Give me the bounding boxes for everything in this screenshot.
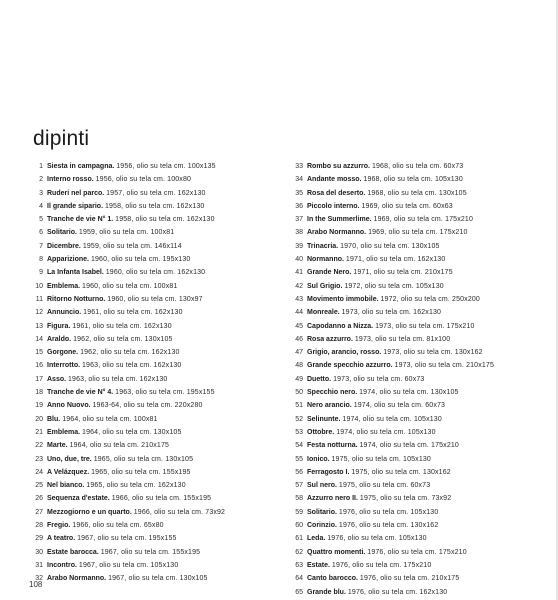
artwork-title: Rosa del deserto. [307,189,366,197]
artwork-details: 1956, olio su tela cm. 100x80 [95,176,192,184]
artwork-title: Apparizione. [47,256,90,264]
artwork-details: 1963, olio su tela cm. 162x130 [68,375,168,383]
artwork-title: Siesta in campagna. [47,163,115,170]
catalog-entry [26,200,290,213]
entry-number: 57 [295,482,303,490]
artwork-title: Ritorno Notturno. [47,295,106,303]
artwork-title: Fregio. [47,522,71,530]
entry-number: 23 [35,455,43,463]
artwork-details: 1976, olio su tela cm. 175x210 [367,548,467,556]
artwork-details: 1957, olio su tela cm. 162x130 [106,189,206,197]
catalog-entry [286,160,558,173]
artwork-details: 1966, olio su tela cm. 73x92 [133,508,226,516]
entry-number: 36 [295,202,303,210]
artwork-title: La Infanta Isabel. [47,269,104,277]
artwork-details: 1967, olio su tela cm. 155x195 [100,548,201,556]
entry-number: 16 [35,362,43,370]
entry-number: 9 [39,269,43,277]
catalog-entry [26,479,290,492]
artwork-details: 1976, olio su tela cm. 210x175 [359,575,460,583]
entry-number: 63 [295,561,303,569]
artwork-title: Emblema. [47,282,81,290]
catalog-entry [286,293,558,306]
entry-number: 56 [295,468,303,476]
artwork-title: Ionico. [307,455,330,463]
catalog-entry [286,226,558,239]
catalog-entry [286,439,558,452]
entry-number: 39 [295,242,303,250]
artwork-title: Quattro momenti. [307,548,366,556]
artwork-details: 1974, olio su tela cm. 175x210 [359,442,459,450]
catalog-entry [26,173,290,186]
catalog-entry [26,559,290,572]
entry-number: 10 [35,282,43,290]
catalog-entry [286,572,558,585]
entry-number: 41 [295,269,303,277]
artwork-details: 1976, olio su tela cm. 175x210 [331,561,432,569]
entry-number: 53 [295,428,303,436]
entry-number: 13 [35,322,43,330]
catalog-entry [286,559,558,572]
artwork-details: 1967, olio su tela cm. 105x130 [78,561,179,569]
artwork-title: Grande blu. [307,588,346,596]
catalog-entry [286,466,558,479]
artwork-details: 1960, olio su tela cm. 162x130 [105,269,206,277]
artwork-title: Annuncio. [47,309,82,317]
artwork-title: Selinunte. [307,415,341,423]
entry-number: 21 [35,428,43,436]
artwork-title: Ferragosto I. [307,468,350,476]
entry-number: 33 [295,163,303,170]
entry-number: 24 [35,468,43,476]
artwork-details: 1971, olio su tela cm. 162x130 [345,256,446,264]
artwork-details: 1962, olio su tela cm. 130x105 [73,335,173,343]
entry-number: 4 [39,202,43,210]
artwork-title: Canto barocco. [307,575,358,583]
artwork-details: 1975, olio su tela cm. 105x130 [331,455,431,463]
entry-number: 11 [35,295,43,303]
artwork-title: Grigio, arancio, rosso. [307,349,382,357]
artwork-details: 1972, olio su tela cm. 250x200 [380,295,480,303]
catalog-entry [26,293,290,306]
catalog-entry [286,413,558,426]
catalog-entry [286,266,558,279]
artwork-title: Specchio nero. [307,389,358,397]
artwork-details: 1958, olio su tela cm. 162x130 [104,202,205,210]
artwork-details: 1960, olio su tela cm. 195x130 [90,256,191,264]
artwork-title: Rombo su azzurro. [307,163,371,170]
artwork-title: Monreale. [307,309,340,317]
artwork-details: 1961, olio su tela cm. 162x130 [83,309,183,317]
catalog-entry [286,453,558,466]
catalog-entry [286,306,558,319]
artwork-title: Grande specchio azzurro. [307,362,393,370]
entry-number: 28 [35,522,43,530]
entry-number: 37 [295,216,303,224]
entry-number: 17 [35,375,43,383]
catalog-entry [286,240,558,253]
catalog-entry [26,466,290,479]
artwork-details: 1974, olio su tela cm. 105x130 [336,428,436,436]
artwork-title: Nel bianco. [47,482,85,490]
entry-number: 58 [295,495,303,503]
artwork-details: 1965, olio su tela cm. 162x130 [86,482,186,490]
catalog-entry [26,532,290,545]
artwork-title: Duetto. [307,375,332,383]
catalog-entry [26,333,290,346]
catalog-entry [26,187,290,200]
artwork-details: 1965, olio su tela cm. 155x195 [91,468,191,476]
catalog-entry [286,187,558,200]
artwork-details: 1963-64, olio su tela cm. 220x280 [92,402,203,410]
artwork-title: Sul nero. [307,482,337,490]
artwork-details: 1974, olio su tela cm. 105x130 [342,415,442,423]
entry-number: 44 [295,309,303,317]
entry-number: 64 [295,575,303,583]
entry-number: 65 [295,588,303,596]
entry-number: 29 [35,535,43,543]
artwork-details: 1975, olio su tela cm. 130x162 [351,468,451,476]
artwork-title: Blu. [47,415,61,423]
catalog-entry [26,506,290,519]
artwork-details: 1960, olio su tela cm. 130x97 [107,295,203,303]
artwork-details: 1976, olio su tela cm. 130x162 [338,522,439,530]
artwork-details: 1962, olio su tela cm. 162x130 [80,349,180,357]
catalog-entry [26,572,290,585]
artwork-title: Estate barocca. [47,548,99,556]
page-number: 108 [29,580,43,589]
catalog-entry [286,253,558,266]
catalog-column-left [26,160,290,586]
entry-number: 59 [295,508,303,516]
artwork-title: Corinzio. [307,522,337,530]
artwork-title: Leda. [307,535,326,543]
artwork-details: 1967, olio su tela cm. 195x155 [77,535,177,543]
artwork-details: 1959, olio su tela cm. 100x81 [78,229,175,237]
artwork-details: 1973, olio su tela cm. 81x100 [354,335,451,343]
catalog-entry [286,346,558,359]
entry-number: 8 [39,256,43,264]
artwork-details: 1976, olio su tela cm. 105x130 [327,535,427,543]
catalog-entry [286,532,558,545]
artwork-title: Festa notturna. [307,442,358,450]
artwork-title: Araldo. [47,335,72,343]
catalog-entry [26,240,290,253]
entry-number: 60 [295,522,303,530]
artwork-title: Mezzogiorno e un quarto. [47,508,132,516]
entry-number: 38 [295,229,303,237]
artwork-title: Figura. [47,322,71,330]
artwork-details: 1964, olio su tela cm. 100x81 [62,415,158,423]
entry-number: 43 [295,295,303,303]
artwork-title: A teatro. [47,535,76,543]
catalog-entry [286,359,558,372]
entry-number: 18 [35,389,43,397]
catalog-entry [26,439,290,452]
artwork-title: Asso. [47,375,67,383]
entry-number: 1 [39,163,43,170]
catalog-entry [286,373,558,386]
entry-number: 27 [35,508,43,516]
artwork-details: 1965, olio su tela cm. 130x105 [93,455,194,463]
entry-number: 7 [39,242,43,250]
artwork-details: 1960, olio su tela cm. 100x81 [82,282,178,290]
artwork-title: Ottobre. [307,428,335,436]
artwork-details: 1966, olio su tela cm. 155x195 [111,495,212,503]
artwork-title: Estate. [307,561,330,569]
entry-number: 26 [35,495,43,503]
entry-number: 5 [39,216,43,224]
entry-number: 42 [295,282,303,290]
catalog-entry [26,266,290,279]
artwork-details: 1973, olio su tela cm. 162x130 [341,309,442,317]
catalog-entry [26,320,290,333]
artwork-details: 1968, olio su tela cm. 105x130 [363,176,463,184]
entry-number: 31 [35,561,43,569]
entry-number: 22 [35,442,43,450]
catalog-entry [26,373,290,386]
entry-number: 49 [295,375,303,383]
artwork-details: 1976, olio su tela cm. 162x130 [347,588,448,596]
artwork-details: 1966, olio su tela cm. 65x80 [72,522,164,530]
artwork-title: Marte. [47,442,68,450]
entry-number: 47 [295,349,303,357]
artwork-details: 1974, olio su tela cm. 60x73 [353,402,446,410]
entry-number: 46 [295,335,303,343]
artwork-details: 1969, olio su tela cm. 175x210 [373,216,473,224]
entry-number: 12 [35,309,43,317]
catalog-entry [286,320,558,333]
artwork-title: In the Summerlime. [307,216,372,224]
catalog-entry [286,492,558,505]
catalog-entry [26,386,290,399]
catalog-entry [26,346,290,359]
catalog-entry [286,519,558,532]
artwork-details: 1968, olio su tela cm. 130x105 [367,189,467,197]
entry-number: 51 [295,402,303,410]
catalog-entry [26,492,290,505]
artwork-details: 1963, olio su tela cm. 195x155 [115,389,215,397]
catalog-entry [286,506,558,519]
artwork-details: 1974, olio su tela cm. 130x105 [359,389,459,397]
artwork-details: 1959, olio su tela cm. 146x114 [82,242,182,250]
catalog-entry [26,426,290,439]
artwork-details: 1968, olio su tela cm. 60x73 [371,163,464,170]
artwork-details: 1976, olio su tela cm. 105x130 [338,508,439,516]
artwork-title: Sequenza d'estate. [47,495,110,503]
catalog-entry [286,546,558,559]
entry-number: 2 [39,176,43,184]
entry-number: 54 [295,442,303,450]
artwork-title: Nero arancio. [307,402,352,410]
catalog-entry [286,200,558,213]
artwork-title: Gorgone. [47,349,79,357]
artwork-details: 1973, olio su tela cm. 210x175 [394,362,494,370]
artwork-details: 1958, olio su tela cm. 162x130 [115,216,215,224]
artwork-title: Solitario. [47,229,77,237]
artwork-title: Solitario. [307,508,337,516]
artwork-details: 1975, olio su tela cm. 60x73 [338,482,431,490]
catalog-entry [26,359,290,372]
artwork-details: 1973, olio su tela cm. 175x210 [375,322,475,330]
artwork-title: Anno Nuovo. [47,402,91,410]
artwork-title: Andante mosso. [307,176,362,184]
artwork-title: Sul Grigio. [307,282,343,290]
entry-number: 35 [295,189,303,197]
artwork-details: 1973, olio su tela cm. 130x162 [383,349,483,357]
artwork-title: Interno rosso. [47,176,94,184]
catalog-entry [286,333,558,346]
artwork-title: Dicembre. [47,242,81,250]
catalog-entry [286,173,558,186]
catalog-entry [26,519,290,532]
artwork-title: Uno, due, tre. [47,455,92,463]
catalog-entry [26,280,290,293]
catalog-entry [26,160,290,173]
artwork-title: Arabo Normanno. [47,575,107,583]
catalog-entry [26,546,290,559]
artwork-details: 1969, olio su tela cm. 60x63 [361,202,453,210]
catalog-entry [26,226,290,239]
entry-number: 50 [295,389,303,397]
catalog-entry [286,399,558,412]
artwork-details: 1956, olio su tela cm. 100x135 [116,163,216,170]
entry-number: 61 [295,535,303,543]
catalog-entry [26,413,290,426]
artwork-title: Capodanno a Nizza. [307,322,374,330]
entry-number: 19 [35,402,43,410]
catalog-entry [286,479,558,492]
entry-number: 15 [35,349,43,357]
entry-number: 48 [295,362,303,370]
catalog-entry [26,399,290,412]
entry-number: 25 [35,482,43,490]
entry-number: 32 [35,575,43,583]
artwork-title: Interrotto. [47,362,81,370]
artwork-title: Incontro. [47,561,77,569]
artwork-title: A Velázquez. [47,468,90,476]
catalog-entry [286,426,558,439]
artwork-title: Tranche de vie N° 4. [47,389,114,397]
entry-number: 6 [39,229,43,237]
catalog-entry [286,586,558,599]
artwork-details: 1969, olio su tela cm. 175x210 [368,229,468,237]
artwork-title: Rosa azzurro. [307,335,353,343]
artwork-details: 1975, olio su tela cm. 73x92 [359,495,452,503]
artwork-title: Arabo Normanno. [307,229,367,237]
catalog-entry [26,213,290,226]
catalog-entry [26,253,290,266]
artwork-title: Movimento immobile. [307,295,379,303]
artwork-details: 1964, olio su tela cm. 130x105 [82,428,182,436]
artwork-title: Trinacria. [307,242,339,250]
artwork-details: 1963, olio su tela cm. 162x130 [82,362,182,370]
catalog-entry [286,213,558,226]
entry-number: 30 [35,548,43,556]
artwork-title: Tranche de vie N° 1. [47,216,114,224]
artwork-title: Azzurro nero II. [307,495,358,503]
artwork-details: 1967, olio su tela cm. 130x105 [108,575,208,583]
artwork-details: 1970, olio su tela cm. 130x105 [340,242,440,250]
entry-number: 40 [295,256,303,264]
artwork-details: 1961, olio su tela cm. 162x130 [72,322,172,330]
entry-number: 3 [39,189,43,197]
entry-number: 14 [35,335,43,343]
entry-number: 55 [295,455,303,463]
artwork-title: Emblema. [47,428,81,436]
entry-number: 52 [295,415,303,423]
artwork-details: 1972, olio su tela cm. 105x130 [344,282,444,290]
catalog-entry [286,386,558,399]
entry-number: 20 [35,415,43,423]
artwork-title: Normanno. [307,256,344,264]
catalog-column-right [286,160,558,599]
artwork-title: Grande Nero. [307,269,352,277]
catalog-entry [26,453,290,466]
artwork-details: 1971, olio su tela cm. 210x175 [353,269,453,277]
artwork-title: Il grande sipario. [47,202,104,210]
artwork-title: Ruderi nel parco. [47,189,105,197]
artwork-title: Piccolo interno. [307,202,360,210]
entry-number: 34 [295,176,303,184]
entry-number: 62 [295,548,303,556]
page-title: dipinti [33,127,90,150]
artwork-details: 1973, olio su tela cm. 60x73 [333,375,425,383]
catalog-entry [26,306,290,319]
artwork-details: 1964, olio su tela cm. 210x175 [69,442,170,450]
catalog-entry [286,280,558,293]
entry-number: 45 [295,322,303,330]
